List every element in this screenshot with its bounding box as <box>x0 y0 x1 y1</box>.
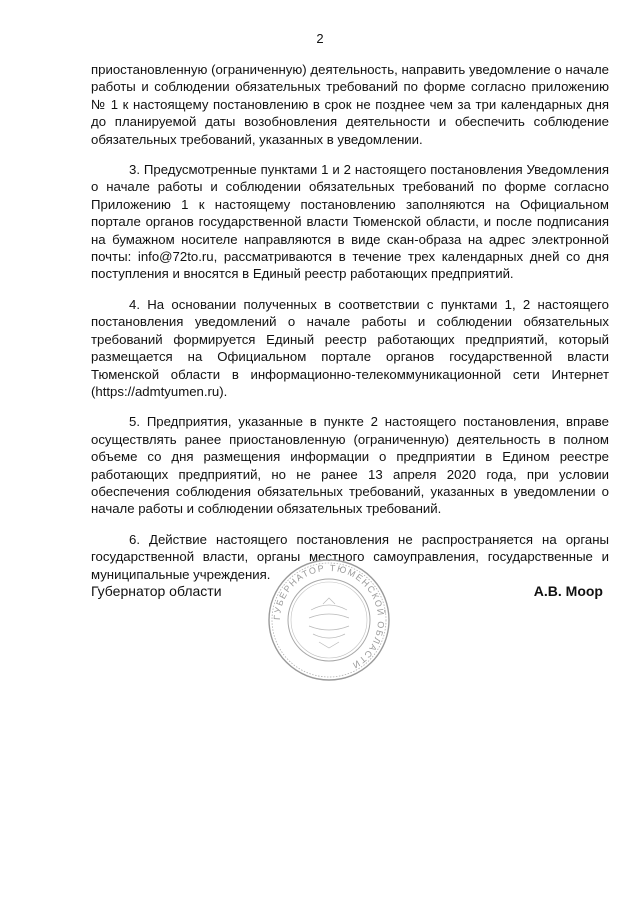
paragraph-item-3: 3. Предусмотренные пунктами 1 и 2 настоящего постановления Уведомления о начале работы и соблюдении обязательных требований по форме согласно Приложению 1 к настоящему постановлению заполняются на Официальном портале органов государственной власти Тюменской области, и после подписания на бумажном носителе направляются в виде скан-образа на адрес электронной почты: info@72to.ru, рассматриваются в течение трех календарных дней со дня поступления и вносятся в Единый реестр работающих предприятий. <box>91 162 609 282</box>
document-body <box>91 61 609 596</box>
signatory-name: А.В. Моор <box>533 583 603 599</box>
paragraph-item-4: 4. На основании полученных в соответствии с пунктами 1, 2 настоящего постановления уведомлений о начале работы и соблюдении обязательных требований формируется Единый реестр работающих предприятий, который размещается на Официальном портале органов государственной власти Тюменской области в информационно-телекоммуникационной сети Интернет (https://admtyumen.ru). <box>91 296 609 399</box>
paragraph-item-5: 5. Предприятия, указанные в пункте 2 настоящего постановления, вправе осуществлять ранее приостановленную (ограниченную) деятельность в полном объеме со дня размещения информации о предприятии в Едином реестре работающих предприятий, но не ранее 13 апреля 2020 года, при условии обеспечения соблюдения обязательных требований, указанных в уведомлении о начале работы и соблюдении обязательных требований. <box>91 414 609 517</box>
signatory-title: Губернатор области <box>91 583 222 599</box>
signature-block <box>91 583 609 605</box>
seal-ring-text: ГУБЕРНАТОР ТЮМЕНСКОЙ ОБЛАСТИ <box>271 562 387 671</box>
page-number: 2 <box>316 31 324 46</box>
official-seal-stamp <box>267 558 391 682</box>
paragraph-item-6: 6. Действие настоящего постановления не распространяется на органы государственной власти, органы местного самоуправления, государственные и муниципальные учреждения. <box>91 531 609 582</box>
paragraph-continuation: приостановленную (ограниченную) деятельность, направить уведомление о начале работы и соблюдении обязательных требований по форме согласно приложению № 1 к настоящему постановлению в срок не позднее чем за три календарных дня до планируемой даты возобновления деятельности и обеспечить соблюдение обязательных требований, указанных в уведомлении. <box>91 62 609 147</box>
